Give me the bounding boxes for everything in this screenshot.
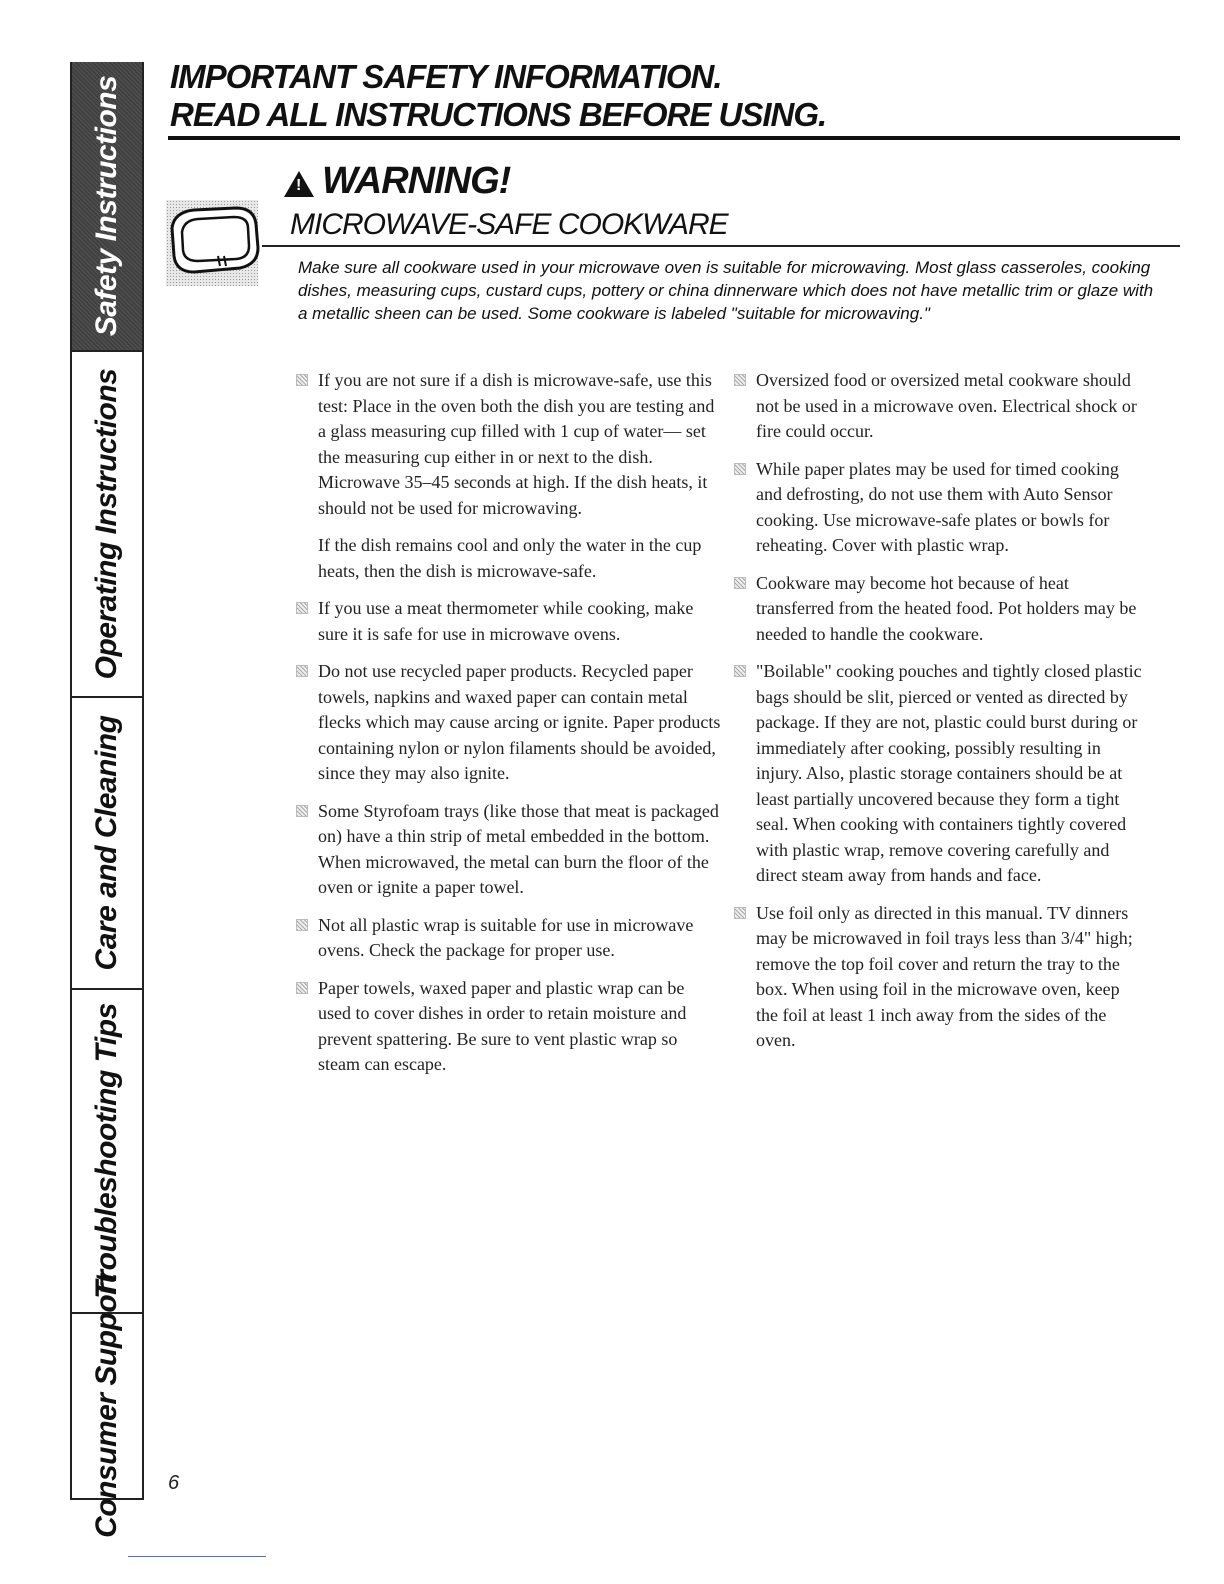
- section-subtitle: MICROWAVE-SAFE COOKWARE: [290, 208, 728, 241]
- warning-title: WARNING!: [322, 160, 511, 202]
- square-bullet-icon: [734, 463, 746, 475]
- casserole-dish-icon: [164, 198, 264, 288]
- list-item: [296, 596, 721, 647]
- warning-triangle-icon: !: [284, 171, 314, 197]
- list-item-text: If you use a meat thermometer while cooking, make sure it is safe for use in microwave ovens.: [318, 598, 694, 644]
- list-item-text: If the dish remains cool and only the water in the cup heats, then the dish is microwave-safe.: [318, 535, 702, 581]
- list-item: [734, 457, 1146, 559]
- list-item-text: Oversized food or oversized metal cookware should not be used in a microwave oven. Electrical shock or fire could occur.: [756, 370, 1137, 441]
- list-item: [296, 799, 721, 901]
- square-bullet-icon: [296, 374, 308, 386]
- header-line-2: READ ALL INSTRUCTIONS BEFORE USING.: [170, 96, 827, 133]
- square-bullet-icon: [296, 982, 308, 994]
- page-number: 6: [168, 1472, 180, 1494]
- list-item-text: If you are not sure if a dish is microwave-safe, use this test: Place in the oven both the dish you are testing and a glass measuring cup filled with 1 cup of water— set the measuring cup either in or next to the dish. Microwave 35–45 seconds at high. If the dish heats, it should not be used for microwaving.: [318, 370, 715, 518]
- square-bullet-icon: [296, 919, 308, 931]
- square-bullet-icon: [734, 665, 746, 677]
- square-bullet-icon: [734, 907, 746, 919]
- square-bullet-icon: [296, 602, 308, 614]
- list-item-text: Paper towels, waxed paper and plastic wrap can be used to cover dishes in order to retain moisture and prevent spattering. Be sure to vent plastic wrap so steam can escape.: [318, 977, 687, 1074]
- square-bullet-icon: [734, 374, 746, 386]
- list-item-text: Some Styrofoam trays (like those that meat is packaged on) have a thin strip of metal embedded in the bottom. When microwaved, the metal can burn the floor of the oven or ignite a paper towel.: [318, 800, 719, 897]
- list-item: [734, 571, 1146, 648]
- list-item: [296, 913, 721, 964]
- square-bullet-icon: [296, 665, 308, 677]
- list-item-text: Cookware may become hot because of heat transferred from the heated food. Pot holders may be needed to handle the cookware.: [756, 572, 1137, 644]
- tab-consumer-support[interactable]: [72, 1274, 142, 1538]
- left-column: [296, 368, 721, 1090]
- square-bullet-icon: [734, 577, 746, 589]
- tab-label: Consumer Support: [90, 1274, 123, 1538]
- tab-safety-instructions[interactable]: [72, 62, 142, 352]
- list-item-text: "Boilable" cooking pouches and tightly closed plastic bags should be slit, pierced or vented as directed by package. If they are not, plastic could burst during or immediately after cooking, possibly resulting in injury. Also, plastic storage containers should be at least partially uncovered because they form a tight seal. When cooking with containers tightly covered with plastic wrap, remove covering carefully and direct steam away from hands and face.: [756, 661, 1142, 885]
- tab-care-and-cleaning[interactable]: [72, 698, 142, 990]
- list-item-text: While paper plates may be used for timed cooking and defrosting, do not use them with Auto Sensor cooking. Use microwave-safe plates or bowls for reheating. Cover with plastic wrap.: [756, 458, 1119, 555]
- header-line-1: IMPORTANT SAFETY INFORMATION.: [170, 58, 722, 95]
- list-item-text: Use foil only as directed in this manual. TV dinners may be microwaved in foil trays less than 3/4" high; remove the top foil cover and return the tray to the box. When using foil in the microwave oven, keep the foil at least 1 inch away from the sides of the oven.: [756, 902, 1133, 1050]
- section-sidebar: [70, 62, 144, 1538]
- list-item-text: Do not use recycled paper products. Recycled paper towels, napkins and waxed paper can contain metal flecks which may cause arcing or ignite. Paper products containing nylon or nylon filaments should be avoided, since they may also ignite.: [318, 661, 721, 783]
- tab-troubleshooting-tips[interactable]: [72, 990, 142, 1314]
- tab-label: Safety Instructions: [90, 75, 123, 337]
- square-bullet-icon: [296, 805, 308, 817]
- tab-operating-instructions[interactable]: [72, 352, 142, 698]
- warning-heading: [284, 160, 510, 203]
- list-item: [296, 368, 721, 521]
- footer-divider: [128, 1556, 266, 1557]
- header-divider: [168, 136, 1180, 140]
- list-item-text: Not all plastic wrap is suitable for use in microwave ovens. Check the package for proper use.: [318, 914, 694, 960]
- list-item: [734, 368, 1146, 445]
- tab-label: Troubleshooting Tips: [90, 1003, 123, 1299]
- intro-paragraph: Make sure all cookware used in your microwave oven is suitable for microwaving. Most glass casseroles, cooking dishes, measuring cups, custard cups, pottery or china dinnerware which does not have metallic trim or glaze with a metallic sheen can be used. Some cookware is labeled "suitable for microwaving.": [298, 258, 1154, 323]
- list-item: [734, 659, 1146, 889]
- list-item: [296, 976, 721, 1078]
- list-item: [734, 901, 1146, 1054]
- page-header: [170, 58, 1180, 134]
- subtitle-divider: [262, 245, 1180, 247]
- right-column: [734, 368, 1146, 1066]
- tab-label: Operating Instructions: [90, 368, 123, 680]
- tab-label: Care and Cleaning: [90, 715, 123, 971]
- list-item: [296, 533, 721, 584]
- list-item: [296, 659, 721, 787]
